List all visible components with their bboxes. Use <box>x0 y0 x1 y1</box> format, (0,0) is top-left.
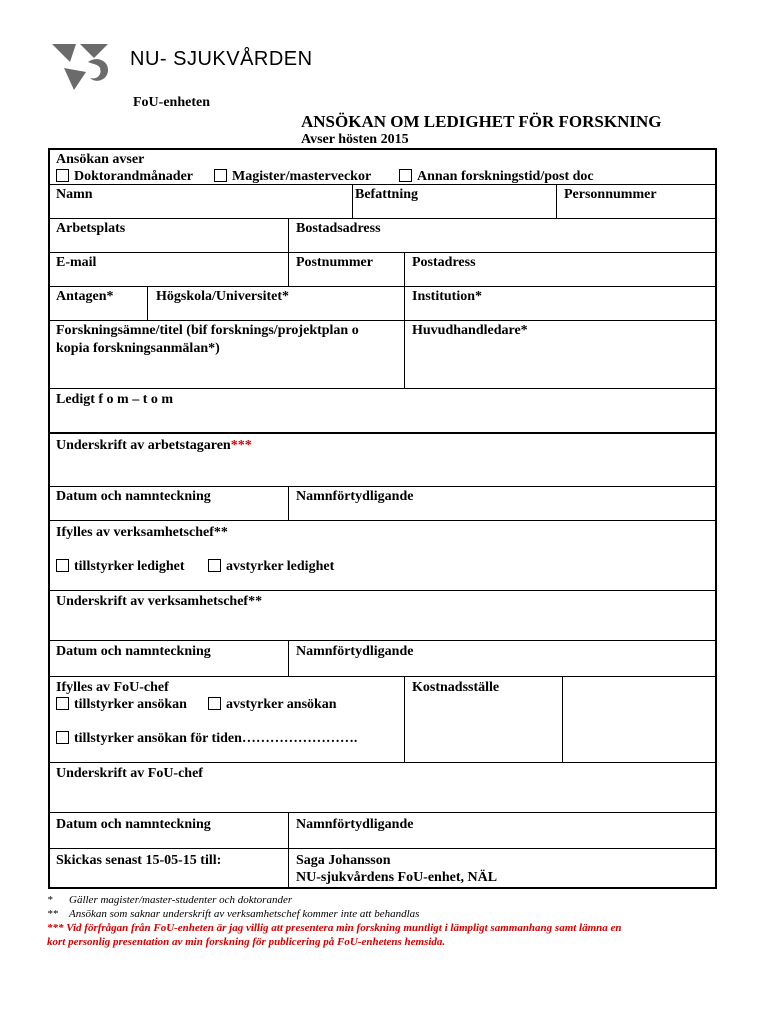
checkbox-master[interactable] <box>214 169 227 182</box>
fou-signature-label: Underskrift av FoU-chef <box>56 766 203 781</box>
admitted-label: Antagen* <box>56 289 114 304</box>
footnote-3: *** Vid förfrågan från FoU-enheten är jag villig att presentera min forskning muntligt i lämpligt sammanhang samt lämna en <box>47 922 622 934</box>
research-subject-label-2: kopia forskningsanmälan*) <box>56 341 220 356</box>
research-subject-label: Forskningsämne/titel (bif forsknings/projektplan o <box>56 323 359 338</box>
employee-signature-label: Underskrift av arbetstagaren*** <box>56 438 252 453</box>
application-for-label: Ansökan avser <box>56 152 145 167</box>
university-label: Högskola/Universitet* <box>156 289 289 304</box>
logo-text: NU- SJUKVÅRDEN <box>130 48 313 70</box>
cost-center-label: Kostnadsställe <box>412 680 500 695</box>
checkbox-other[interactable] <box>399 169 412 182</box>
postal-address-label: Postadress <box>412 255 476 270</box>
name-label: Namn <box>56 187 93 202</box>
name-clarification-label: Namnförtydligande <box>296 489 414 504</box>
fou-name-clarification-label: Namnförtydligande <box>296 817 414 832</box>
unit-name: FoU-enheten <box>133 95 210 110</box>
workplace-label: Arbetsplats <box>56 221 126 236</box>
postal-code-label: Postnummer <box>296 255 373 270</box>
supports-for-time-option[interactable]: tillstyrker ansökan för tiden……………………. <box>56 730 357 747</box>
page-title: ANSÖKAN OM LEDIGHET FÖR FORSKNING <box>301 112 662 131</box>
manager-name-clarification-label: Namnförtydligande <box>296 644 414 659</box>
checkbox-supports-application[interactable] <box>56 697 69 710</box>
rejects-application-option[interactable]: avstyrker ansökan <box>208 696 337 713</box>
page-subtitle: Avser hösten 2015 <box>301 132 409 147</box>
supports-application-option[interactable]: tillstyrker ansökan <box>56 696 187 713</box>
checkbox-doctoral[interactable] <box>56 169 69 182</box>
footnote-2: ** Ansökan som saknar underskrift av verksamhetschef kommer inte att behandlas <box>47 908 420 920</box>
logo <box>50 42 313 94</box>
rejects-leave-option[interactable]: avstyrker ledighet <box>208 558 334 575</box>
employee-signature-mark: *** <box>230 438 252 453</box>
send-by-label: Skickas senast 15-05-15 till: <box>56 853 222 868</box>
footnote-1: * Gäller magister/master-studenter och doktorander <box>47 894 293 906</box>
position-label: Befattning <box>355 187 418 202</box>
checkbox-supports-leave[interactable] <box>56 559 69 572</box>
leave-period-label: Ledigt f o m – t o m <box>56 392 174 407</box>
recipient-unit: NU-sjukvårdens FoU-enhet, NÄL <box>296 870 498 885</box>
checkbox-rejects-leave[interactable] <box>208 559 221 572</box>
manager-section-label: Ifylles av verksamhetschef** <box>56 525 228 540</box>
manager-date-signature-label: Datum och namnteckning <box>56 644 211 659</box>
manager-signature-label: Underskrift av verksamhetschef** <box>56 594 263 609</box>
footnote-3-continued: kort personlig presentation av min forskning för publicering på FoU-enhetens hemsida. <box>47 936 446 948</box>
home-address-label: Bostadsadress <box>296 221 381 236</box>
checkbox-supports-for-time[interactable] <box>56 731 69 744</box>
email-label: E-mail <box>56 255 97 270</box>
option-doctoral[interactable]: Doktorandmånader <box>56 168 193 185</box>
institution-label: Institution* <box>412 289 483 304</box>
personal-number-label: Personnummer <box>564 187 657 202</box>
logo-mark-icon <box>50 42 130 94</box>
date-signature-label: Datum och namnteckning <box>56 489 211 504</box>
fou-date-signature-label: Datum och namnteckning <box>56 817 211 832</box>
option-other[interactable]: Annan forskningstid/post doc <box>399 168 594 185</box>
checkbox-rejects-application[interactable] <box>208 697 221 710</box>
option-master[interactable]: Magister/masterveckor <box>214 168 371 185</box>
supports-leave-option[interactable]: tillstyrker ledighet <box>56 558 185 575</box>
fou-section-label: Ifylles av FoU-chef <box>56 680 169 695</box>
recipient-name: Saga Johansson <box>296 853 391 868</box>
application-form <box>48 148 717 889</box>
main-supervisor-label: Huvudhandledare* <box>412 323 528 338</box>
